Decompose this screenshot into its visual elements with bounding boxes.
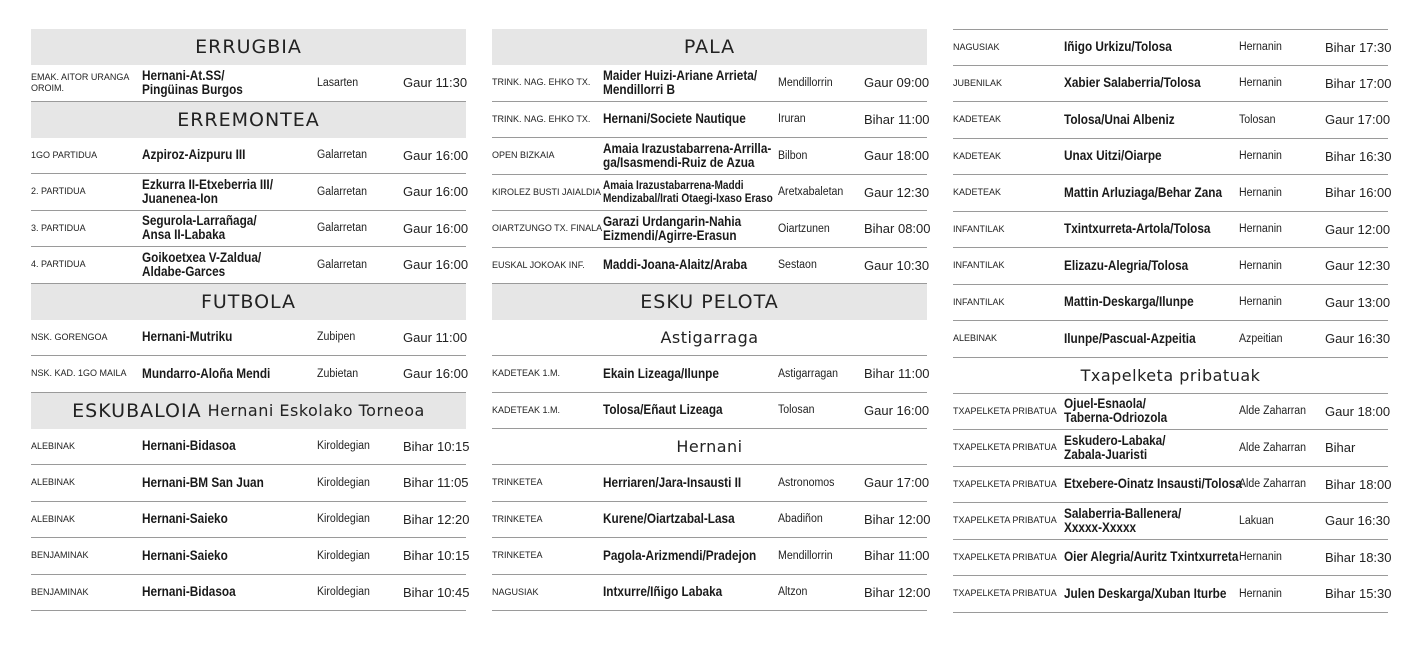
match-teams	[1064, 113, 1218, 127]
match-teams	[603, 178, 773, 206]
match-venue: Kiroldegian	[317, 440, 370, 453]
match-category: TXAPELKETA PRIBATUA	[953, 405, 1057, 416]
match-time: Gaur 12:00	[1325, 221, 1391, 237]
match-time: Bihar 17:30	[1325, 39, 1392, 55]
match-category: ALEBINAK	[31, 440, 76, 451]
section-heading	[31, 29, 466, 65]
team-line: Mundarro-Aloña Mendi	[142, 365, 271, 381]
match-category: NSK. GORENGOA	[31, 331, 108, 342]
match-time: Gaur 16:30	[1325, 331, 1391, 347]
match-category: TXAPELKETA PRIBATUA	[953, 551, 1057, 562]
section-heading	[492, 429, 927, 465]
match-venue: Aretxabaletan	[778, 186, 844, 199]
schedule-section	[492, 320, 930, 429]
match-teams	[603, 476, 757, 490]
schedule-row	[953, 540, 1392, 577]
match-teams	[603, 549, 757, 563]
team-line: Aldabe-Garces	[142, 263, 226, 279]
match-time: Bihar	[1325, 440, 1356, 456]
team-line: Segurola-Larrañaga/	[142, 213, 257, 229]
section-heading	[492, 320, 927, 356]
match-venue: Tolosan	[1239, 113, 1276, 126]
match-category: KADETEAK	[953, 150, 1002, 161]
match-teams	[142, 549, 296, 563]
match-teams	[1064, 585, 1227, 601]
match-category: INFANTILAK	[953, 296, 1005, 307]
match-time: Bihar 16:30	[1325, 148, 1392, 164]
team-line: Zabala-Juaristi	[1064, 446, 1148, 462]
match-time: Gaur 12:30	[1325, 258, 1391, 274]
match-teams	[603, 215, 757, 243]
team-line: Ilunpe/Pascual-Azpeitia	[1064, 330, 1196, 346]
team-line: Mendizabal/Irati Otaegi-Ixaso Eraso	[603, 191, 773, 206]
team-line: Xxxxx-Xxxxx	[1064, 519, 1137, 535]
schedule-section	[31, 284, 469, 393]
match-venue: Hernanin	[1239, 186, 1282, 199]
schedule-section	[492, 429, 931, 611]
match-time: Bihar 18:30	[1325, 549, 1392, 565]
team-line: Eizmendi/Agirre-Erasun	[603, 227, 737, 243]
match-category: EUSKAL JOKOAK INF.	[492, 259, 585, 270]
team-line: Pagola-Arizmendi/Pradejon	[603, 547, 757, 563]
match-teams	[603, 140, 772, 170]
match-category: 2. PARTIDUA	[31, 186, 86, 197]
match-teams	[142, 214, 296, 242]
team-line: Hernani-Saieko	[142, 511, 228, 527]
match-teams	[142, 69, 296, 97]
section-heading	[31, 102, 466, 138]
match-teams	[1064, 222, 1218, 236]
team-line: Taberna-Odriozola	[1064, 410, 1168, 426]
match-teams	[1064, 149, 1218, 163]
schedule-row	[31, 174, 469, 211]
match-teams	[142, 585, 296, 599]
match-time: Gaur 16:00	[403, 220, 469, 236]
match-time: Bihar 12:00	[864, 584, 931, 600]
team-line: Iñigo Urkizu/Tolosa	[1064, 39, 1172, 55]
team-line: Elizazu-Alegria/Tolosa	[1064, 257, 1189, 273]
match-teams	[603, 112, 757, 126]
schedule-row	[31, 65, 466, 102]
team-line: Amaia Irazustabarrena-Maddi	[603, 178, 744, 193]
section-title: ERREMONTEA	[177, 108, 320, 131]
match-time: Bihar 15:30	[1325, 586, 1392, 602]
match-teams	[1064, 259, 1218, 273]
schedule-row	[953, 394, 1391, 431]
schedule-row	[492, 65, 930, 102]
match-teams	[1064, 507, 1218, 535]
team-line: Mattin-Deskarga/Ilunpe	[1064, 294, 1194, 310]
match-category: JUBENILAK	[953, 77, 1003, 88]
match-venue: Kiroldegian	[317, 476, 370, 489]
team-line: Mattin Arluziaga/Behar Zana	[1064, 184, 1223, 200]
match-venue: Lakuan	[1239, 514, 1274, 527]
match-venue: Azpeitian	[1239, 332, 1283, 345]
match-category: TRINKETEA	[492, 550, 543, 561]
match-category: NAGUSIAK	[492, 586, 539, 597]
schedule-row	[492, 248, 930, 285]
schedule-row	[492, 102, 930, 139]
match-time: Gaur 16:30	[1325, 513, 1391, 529]
match-category: EMAK. AITOR URANGA OROIM.	[31, 71, 129, 93]
schedule-column-2	[492, 29, 931, 611]
team-line: Ojuel-Esnaola/	[1064, 396, 1146, 412]
team-line: Amaia Irazustabarrena-Arrilla-	[603, 140, 772, 156]
match-time: Gaur 17:00	[1325, 112, 1391, 128]
match-category: 3. PARTIDUA	[31, 222, 86, 233]
match-category: BENJAMINAK	[31, 550, 89, 561]
match-venue: Galarretan	[317, 185, 367, 198]
schedule-row	[953, 66, 1392, 103]
team-line: Unax Uitzi/Oiarpe	[1064, 148, 1162, 164]
section-heading	[953, 358, 1388, 394]
schedule-section	[31, 393, 470, 612]
match-time: Bihar 11:00	[864, 548, 930, 564]
match-venue: Galarretan	[317, 258, 367, 271]
match-time: Gaur 09:00	[864, 75, 930, 91]
schedule-section	[492, 284, 927, 320]
schedule-row	[953, 175, 1392, 212]
section-title: Astigarraga	[660, 328, 759, 347]
match-category: TXAPELKETA PRIBATUA	[953, 588, 1057, 599]
match-venue: Zubietan	[317, 367, 359, 380]
schedule-row	[31, 575, 470, 612]
team-line: Etxebere-Oinatz Insausti/Tolosa	[1064, 476, 1242, 492]
match-category: INFANTILAK	[953, 260, 1005, 271]
match-time: Bihar 11:00	[864, 111, 930, 127]
schedule-column-3	[953, 29, 1392, 613]
match-category: KADETEAK	[953, 114, 1002, 125]
match-teams	[142, 512, 296, 526]
match-time: Gaur 13:00	[1325, 294, 1391, 310]
schedule-row	[31, 356, 469, 393]
match-time: Gaur 11:30	[403, 75, 468, 91]
schedule-section	[31, 102, 469, 284]
match-teams	[142, 330, 296, 344]
match-venue: Hernanin	[1239, 77, 1282, 90]
match-category: KADETEAK 1.M.	[492, 404, 561, 415]
section-title: Hernani	[676, 437, 743, 456]
team-line: Xabier Salaberria/Tolosa	[1064, 75, 1201, 91]
section-heading	[492, 29, 927, 65]
match-venue: Kiroldegian	[317, 513, 370, 526]
team-line: Garazi Urdangarin-Nahia	[603, 213, 742, 229]
match-teams	[603, 403, 757, 417]
schedule-row	[492, 575, 931, 612]
match-category: NAGUSIAK	[953, 41, 1000, 52]
match-category: OIARTZUNGO TX. FINALA	[492, 223, 603, 234]
match-venue: Mendillorrin	[778, 549, 833, 562]
schedule-row	[492, 502, 931, 539]
match-category: TXAPELKETA PRIBATUA	[953, 515, 1057, 526]
match-category: 4. PARTIDUA	[31, 259, 86, 270]
match-time: Bihar 17:00	[1325, 75, 1392, 91]
team-line: Hernani-Mutriku	[142, 329, 233, 345]
match-category: KIROLEZ BUSTI JAIALDIA	[492, 186, 602, 197]
team-line: Julen Deskarga/Xuban Iturbe	[1064, 585, 1227, 601]
match-category: TRINK. NAG. EHKO TX.	[492, 77, 591, 88]
schedule-row	[31, 247, 469, 284]
schedule-row	[953, 467, 1392, 504]
match-category: KADETEAK	[953, 187, 1002, 198]
match-venue: Hernanin	[1239, 296, 1282, 309]
match-venue: Astigarragan	[778, 367, 839, 380]
match-venue: Bilbon	[778, 149, 808, 162]
team-line: Tolosa/Eñaut Lizeaga	[603, 402, 723, 418]
match-time: Bihar 12:20	[403, 511, 470, 527]
schedule-row	[492, 393, 930, 430]
match-venue: Hernanin	[1239, 551, 1282, 564]
match-time: Bihar 11:05	[403, 475, 469, 491]
team-line: Hernani-At.SS/	[142, 67, 225, 83]
match-venue: Hernanin	[1239, 259, 1282, 272]
team-line: Pingüinas Burgos	[142, 81, 243, 97]
schedule-row	[953, 430, 1388, 467]
team-line: Hernani-BM San Juan	[142, 474, 264, 490]
match-venue: Hernanin	[1239, 587, 1282, 600]
match-category: ALEBINAK	[31, 477, 76, 488]
schedule-row	[31, 138, 469, 175]
match-category: TRINKETEA	[492, 477, 543, 488]
match-venue: Alde Zaharran	[1239, 478, 1307, 491]
match-time: Gaur 16:00	[403, 147, 469, 163]
match-venue: Oiartzunen	[778, 222, 830, 235]
schedule-row	[953, 248, 1391, 285]
section-title: ESKUBALOIA	[72, 399, 202, 422]
schedule-row	[31, 465, 469, 502]
match-category: OPEN BIZKAIA	[492, 150, 555, 161]
match-time: Gaur 16:00	[403, 184, 469, 200]
team-line: Azpiroz-Aizpuru III	[142, 147, 246, 163]
match-venue: Abadiñon	[778, 513, 823, 526]
schedule-row	[31, 538, 470, 575]
schedule-row	[492, 356, 930, 393]
match-time: Gaur 16:00	[403, 366, 469, 382]
match-time: Gaur 17:00	[864, 475, 930, 491]
match-teams	[142, 251, 296, 279]
match-category: 1GO PARTIDUA	[31, 149, 98, 160]
section-title: FUTBOLA	[200, 290, 297, 313]
team-line: Ezkurra II-Etxeberria III/	[142, 176, 273, 192]
match-venue: Kiroldegian	[317, 586, 370, 599]
match-category: TRINK. NAG. EHKO TX.	[492, 113, 591, 124]
match-venue: Alde Zaharran	[1239, 441, 1307, 454]
match-venue: Galarretan	[317, 149, 367, 162]
match-time: Gaur 18:00	[1325, 403, 1391, 419]
team-line: Maddi-Joana-Alaitz/Araba	[603, 257, 748, 273]
match-teams	[603, 69, 757, 97]
match-time: Bihar 08:00	[864, 221, 931, 237]
schedule-section	[492, 29, 931, 284]
team-line: Ekain Lizeaga/Ilunpe	[603, 365, 719, 381]
match-venue: Altzon	[778, 586, 808, 599]
match-venue: Hernanin	[1239, 150, 1282, 163]
team-line: Mendillorri B	[603, 81, 676, 97]
match-time: Gaur 18:00	[864, 148, 930, 164]
match-category: ALEBINAK	[953, 333, 998, 344]
schedule-row	[953, 576, 1392, 613]
match-time: Gaur 16:00	[864, 402, 930, 418]
match-venue: Hernanin	[1239, 223, 1282, 236]
match-teams	[1064, 76, 1218, 90]
match-venue: Lasarten	[317, 76, 359, 89]
match-teams	[142, 178, 296, 206]
match-time: Bihar 11:00	[864, 366, 930, 382]
section-heading	[31, 284, 466, 320]
match-teams	[1064, 295, 1218, 309]
match-category: KADETEAK 1.M.	[492, 368, 561, 379]
section-title: Txapelketa pribatuak	[1080, 365, 1261, 385]
schedule-section	[953, 29, 1392, 358]
section-title: ESKU PELOTA	[640, 291, 779, 313]
match-teams	[1064, 397, 1218, 425]
schedule-row	[953, 102, 1391, 139]
schedule-row	[492, 465, 930, 502]
match-teams	[603, 367, 757, 381]
schedule-section	[953, 358, 1392, 613]
section-title: PALA	[683, 36, 736, 58]
match-time: Gaur 10:30	[864, 257, 930, 273]
team-line: Oier Alegria/Auritz Txintxurreta	[1064, 549, 1239, 565]
team-line: Hernani-Bidasoa	[142, 584, 236, 600]
team-line: Txintxurreta-Artola/Tolosa	[1064, 221, 1211, 237]
match-time: Bihar 16:00	[1325, 185, 1392, 201]
match-teams	[1064, 476, 1242, 492]
match-teams	[142, 439, 296, 453]
schedule-row	[31, 429, 470, 466]
match-teams	[1064, 332, 1218, 346]
match-time: Bihar 10:15	[403, 548, 470, 564]
match-venue: Zubipen	[317, 331, 356, 344]
match-venue: Kiroldegian	[317, 549, 370, 562]
match-category: BENJAMINAK	[31, 586, 89, 597]
schedule-row	[31, 502, 470, 539]
section-heading	[492, 284, 927, 320]
team-line: Herriaren/Jara-Insausti II	[603, 474, 742, 490]
schedule-row	[492, 175, 930, 212]
match-time: Gaur 11:00	[403, 329, 468, 345]
match-category: ALEBINAK	[31, 513, 76, 524]
schedule-row	[953, 212, 1391, 249]
match-category: TXAPELKETA PRIBATUA	[953, 478, 1057, 489]
match-venue: Astronomos	[778, 476, 835, 489]
match-teams	[1064, 40, 1218, 54]
team-line: ga/Isasmendi-Ruiz de Azua	[603, 154, 755, 170]
team-line: Goikoetxea V-Zaldua/	[142, 249, 262, 265]
team-line: Hernani/Societe Nautique	[603, 111, 746, 127]
match-venue: Hernanin	[1239, 41, 1282, 54]
match-category: NSK. KAD. 1GO MAILA	[31, 368, 127, 379]
schedule-row	[953, 321, 1391, 358]
schedule-row	[31, 211, 469, 248]
match-time: Bihar 18:00	[1325, 476, 1392, 492]
match-time: Gaur 16:00	[403, 257, 469, 273]
match-venue: Sestaon	[778, 259, 817, 272]
section-heading	[31, 393, 466, 429]
schedule-row	[492, 211, 931, 248]
match-teams	[142, 476, 296, 490]
match-venue: Iruran	[778, 113, 806, 126]
match-time: Bihar 12:00	[864, 511, 931, 527]
match-teams	[142, 367, 296, 381]
match-venue: Mendillorrin	[778, 76, 833, 89]
match-teams	[603, 258, 757, 272]
section-subtitle: Hernani Eskolako Torneoa	[207, 401, 425, 420]
schedule-row	[953, 29, 1392, 66]
match-teams	[1064, 549, 1239, 565]
match-venue: Galarretan	[317, 222, 367, 235]
schedule-row	[953, 139, 1392, 176]
team-line: Tolosa/Unai Albeniz	[1064, 111, 1175, 127]
schedule-column-1	[31, 29, 470, 611]
match-time: Bihar 10:45	[403, 584, 470, 600]
team-line: Hernani-Bidasoa	[142, 438, 236, 454]
match-venue: Alde Zaharran	[1239, 405, 1307, 418]
match-category: TXAPELKETA PRIBATUA	[953, 442, 1057, 453]
match-teams	[603, 512, 757, 526]
schedule-row	[492, 538, 930, 575]
match-time: Bihar 10:15	[403, 438, 470, 454]
schedule-row	[953, 503, 1391, 540]
schedule-row	[953, 285, 1391, 322]
schedule-row	[31, 320, 466, 357]
team-line: Eskudero-Labaka/	[1064, 432, 1166, 448]
team-line: Kurene/Oiartzabal-Lasa	[603, 511, 735, 527]
match-time: Gaur 12:30	[864, 184, 930, 200]
team-line: Ansa II-Labaka	[142, 227, 226, 243]
section-title: ERRUGBIA	[195, 36, 302, 58]
team-line: Intxurre/Iñigo Labaka	[603, 584, 723, 600]
match-category: INFANTILAK	[953, 223, 1005, 234]
team-line: Maider Huizi-Ariane Arrieta/	[603, 67, 758, 83]
schedule-section	[31, 29, 466, 102]
match-teams	[142, 148, 296, 162]
team-line: Hernani-Saieko	[142, 547, 228, 563]
match-category: TRINKETEA	[492, 513, 543, 524]
match-venue: Tolosan	[778, 404, 815, 417]
match-teams	[603, 585, 757, 599]
schedule-row	[492, 138, 930, 175]
match-teams	[1064, 184, 1223, 200]
team-line: Juanenea-Ion	[142, 190, 218, 206]
match-teams	[1064, 434, 1218, 462]
team-line: Salaberria-Ballenera/	[1064, 505, 1182, 521]
